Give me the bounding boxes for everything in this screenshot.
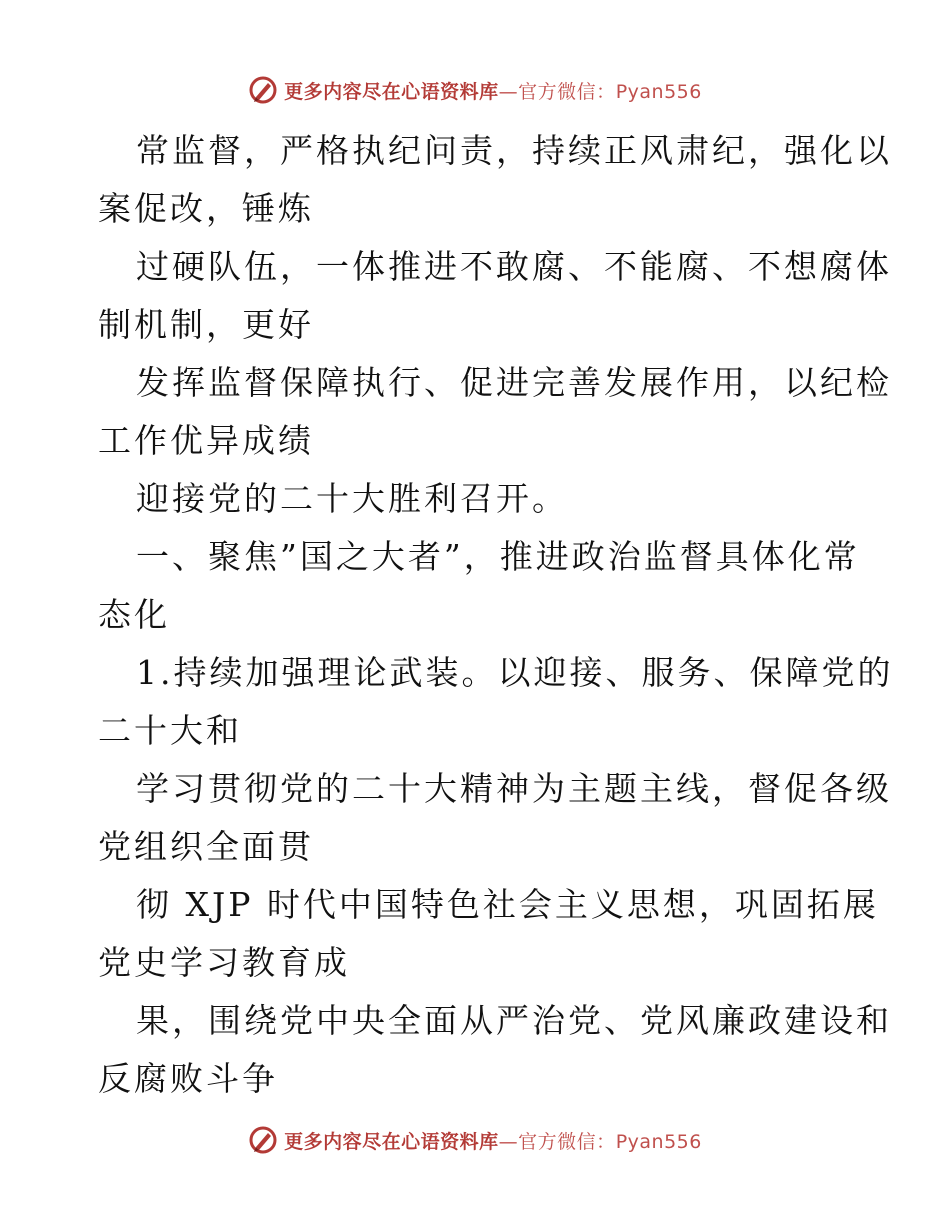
paragraph-line: 发挥监督保障执行、促进完善发展作用，以纪检	[136, 363, 892, 402]
paragraph-line: 迎接党的二十大胜利召开。	[136, 479, 568, 518]
paragraph-line: 果，围绕党中央全面从严治党、党风廉政建设和	[136, 1001, 892, 1040]
banner-separator: —	[498, 1130, 519, 1153]
banner-wechat-label: 官方微信：	[518, 80, 616, 103]
banner-wechat-label: 官方微信：	[518, 1130, 616, 1153]
banner-main-text: 更多内容尽在心语资料库	[284, 80, 499, 103]
paragraph-line: 过硬队伍，一体推进不敢腐、不能腐、不想腐体	[136, 247, 892, 286]
footer-watermark-banner	[0, 1120, 950, 1160]
paragraph-line: 党史学习教育成	[98, 943, 350, 982]
banner-text	[284, 1127, 702, 1154]
paragraph-line: 态化	[98, 595, 170, 634]
banner-main-text: 更多内容尽在心语资料库	[284, 1130, 499, 1153]
paragraph-line: 常监督，严格执纪问责，持续正风肃纪，强化以	[136, 131, 892, 170]
paragraph-line: 党组织全面贯	[98, 827, 314, 866]
paragraph-line: 二十大和	[98, 711, 242, 750]
paragraph-line: 制机制，更好	[98, 305, 314, 344]
banner-wechat-id: Pyan556	[615, 1130, 702, 1153]
paragraph-line: 彻 XJP 时代中国特色社会主义思想，巩固拓展	[136, 885, 879, 924]
paragraph-line: 反腐败斗争	[98, 1059, 278, 1098]
paragraph-line: 一、聚焦”国之大者”，推进政治监督具体化常	[136, 537, 860, 576]
banner-wechat-id: Pyan556	[615, 80, 702, 103]
header-watermark-banner	[0, 70, 950, 110]
paragraph-line: 1.持续加强理论武装。以迎接、服务、保障党的	[136, 653, 894, 692]
pen-logo-icon	[248, 75, 278, 105]
paragraph-line: 案促改，锤炼	[98, 189, 314, 228]
pen-logo-icon	[248, 1125, 278, 1155]
paragraph-line: 学习贯彻党的二十大精神为主题主线，督促各级	[136, 769, 892, 808]
banner-separator: —	[498, 80, 519, 103]
paragraph-line: 工作优异成绩	[98, 421, 314, 460]
banner-text	[284, 77, 702, 104]
document-body	[98, 122, 894, 1108]
